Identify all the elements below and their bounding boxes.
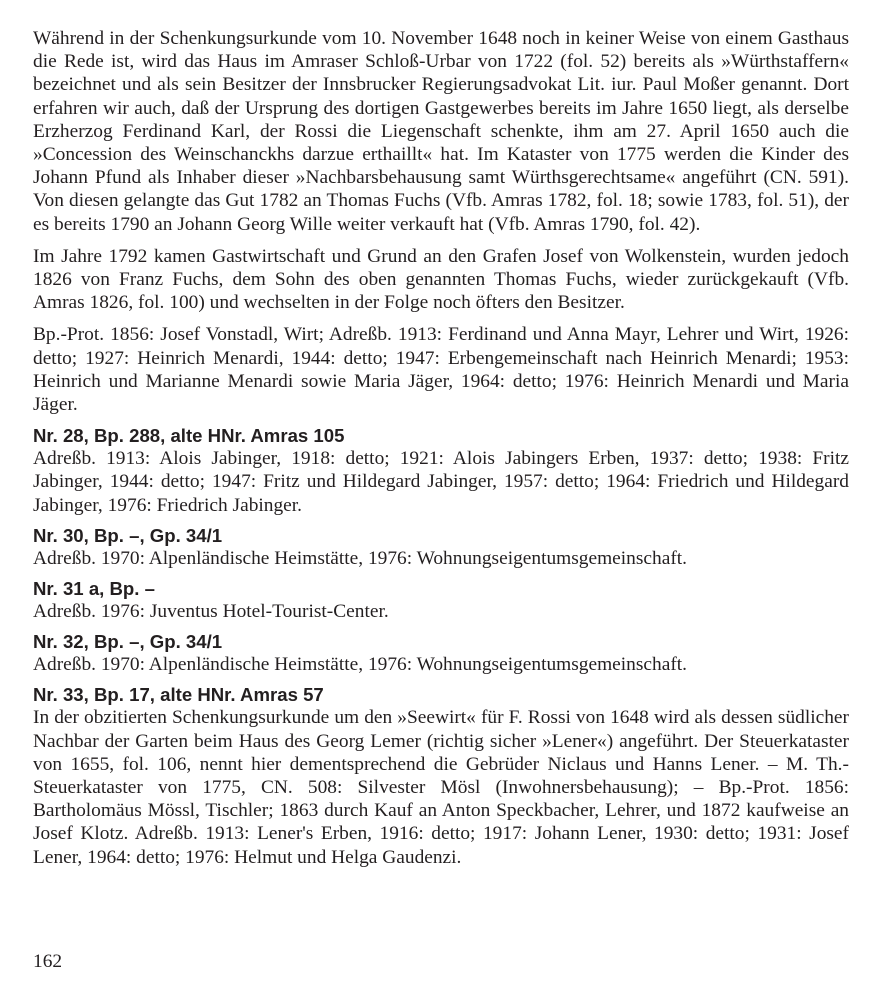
entry-heading: Nr. 28, Bp. 288, alte HNr. Amras 105 [33,425,345,447]
entry-body: Adreßb. 1970: Alpenländische Heimstätte, 1976: Wohnungseigentumsgemeinschaft. [33,654,688,676]
entry-body: Adreßb. 1913: Alois Jabinger, 1918: detto; 1921: Alois Jabingers Erben, 1937: detto; 1938: Fritz Jabinger, 1944: detto; 1947: Fritz und Hildegard Jabinger, 1957: detto; 1964: Friedrich und Hildegard Jabinger, 1976: Friedrich Jabinger. [33,448,849,516]
entry-heading: Nr. 32, Bp. –, Gp. 34/1 [33,631,223,653]
page-body [33,27,849,877]
paragraph-wolkenstein: Im Jahre 1792 kamen Gastwirtschaft und Grund an den Grafen Josef von Wolkenstein, wurden jedoch 1826 von Franz Fuchs, dem Sohn des oben genannten Thomas Fuchs, wieder zurückgekauft (Vfb. Amras 1826, fol. 100) und wechselten in der Folge noch öfters den Besitzer. [33,245,849,314]
entry-nr-33 [33,684,849,868]
entry-body: Adreßb. 1970: Alpenländische Heimstätte, 1976: Wohnungseigentumsgemeinschaft. [33,547,688,569]
entry-body: Adreßb. 1976: Juventus Hotel-Tourist-Center. [33,601,389,623]
paragraph-gasthaus-history: Während in der Schenkungsurkunde vom 10. November 1648 noch in keiner Weise von einem Gasthaus die Rede ist, wird das Haus im Amraser Schloß-Urbar von 1722 (fol. 52) bereits als »Würthstaffern« bezeichnet und als sein Besitzer der Innsbrucker Regierungsadvokat Lit. iur. Paul Moßer genannt. Dort erfahren wir auch, daß der Ursprung des dortigen Gastgewerbes bereits im Jahre 1650 liegt, als derselbe Erzherzog Ferdinand Karl, der Rossi die Liegenschaft schenkte, ihm am 27. April 1650 auch die »Concession des Weinschanckhs darzue erthaillt« hat. Im Kataster von 1775 werden die Kinder des Johann Pfund als Inhaber dieser »Nachbarsbehausung samt Würthsgerechtsame« angeführt (CN. 591). Von diesen gelangte das Gut 1782 an Thomas Fuchs (Vfb. Amras 1782, fol. 18; sowie 1783, fol. 51), der es bereits 1790 an Johann Georg Wille weiter verkauft hat (Vfb. Amras 1790, fol. 42). [33,28,849,235]
entry-body: In der obzitierten Schenkungsurkunde um den »Seewirt« für F. Rossi von 1648 wird als dessen südlicher Nachbar der Garten beim Haus des Georg Lemer (richtig sicher »Lener«) angeführt. Der Steuerkataster von 1655, fol. 106, nennt hier dementsprechend die Gebrüder Niclaus und Hanns Lener. – M. Th.-Steuerkataster von 1775, CN. 508: Silvester Mösl (Inwohnersbehausung); – Bp.-Prot. 1856: Bartholomäus Mössl, Tischler; 1863 durch Kauf an Anton Speckbacher, Lehrer, und 1872 kaufweise an Josef Klotz. Adreßb. 1913: Lener's Erben, 1916: detto; 1917: Johann Lener, 1930: detto; 1931: Josef Lener, 1964: detto; 1976: Helmut und Helga Gaudenzi. [33,707,849,868]
page-number: 162 [33,951,63,972]
entry-nr-32 [33,631,849,676]
entry-heading: Nr. 33, Bp. 17, alte HNr. Amras 57 [33,684,324,706]
entry-heading: Nr. 30, Bp. –, Gp. 34/1 [33,524,223,546]
entry-heading: Nr. 31 a, Bp. – [33,578,155,600]
paragraph-owners-list: Bp.-Prot. 1856: Josef Vonstadl, Wirt; Adreßb. 1913: Ferdinand und Anna Mayr, Lehrer und Wirt, 1926: detto; 1927: Heinrich Menardi, 1944: detto; 1947: Erbengemeinschaft nach Heinrich Menardi; 1953: Heinrich und Marianne Menardi sowie Maria Jäger, 1964: detto; 1976: Heinrich Menardi und Maria Jäger. [33,324,849,416]
entry-nr-28 [33,425,849,517]
entry-nr-30 [33,525,849,570]
entry-nr-31a [33,578,849,623]
